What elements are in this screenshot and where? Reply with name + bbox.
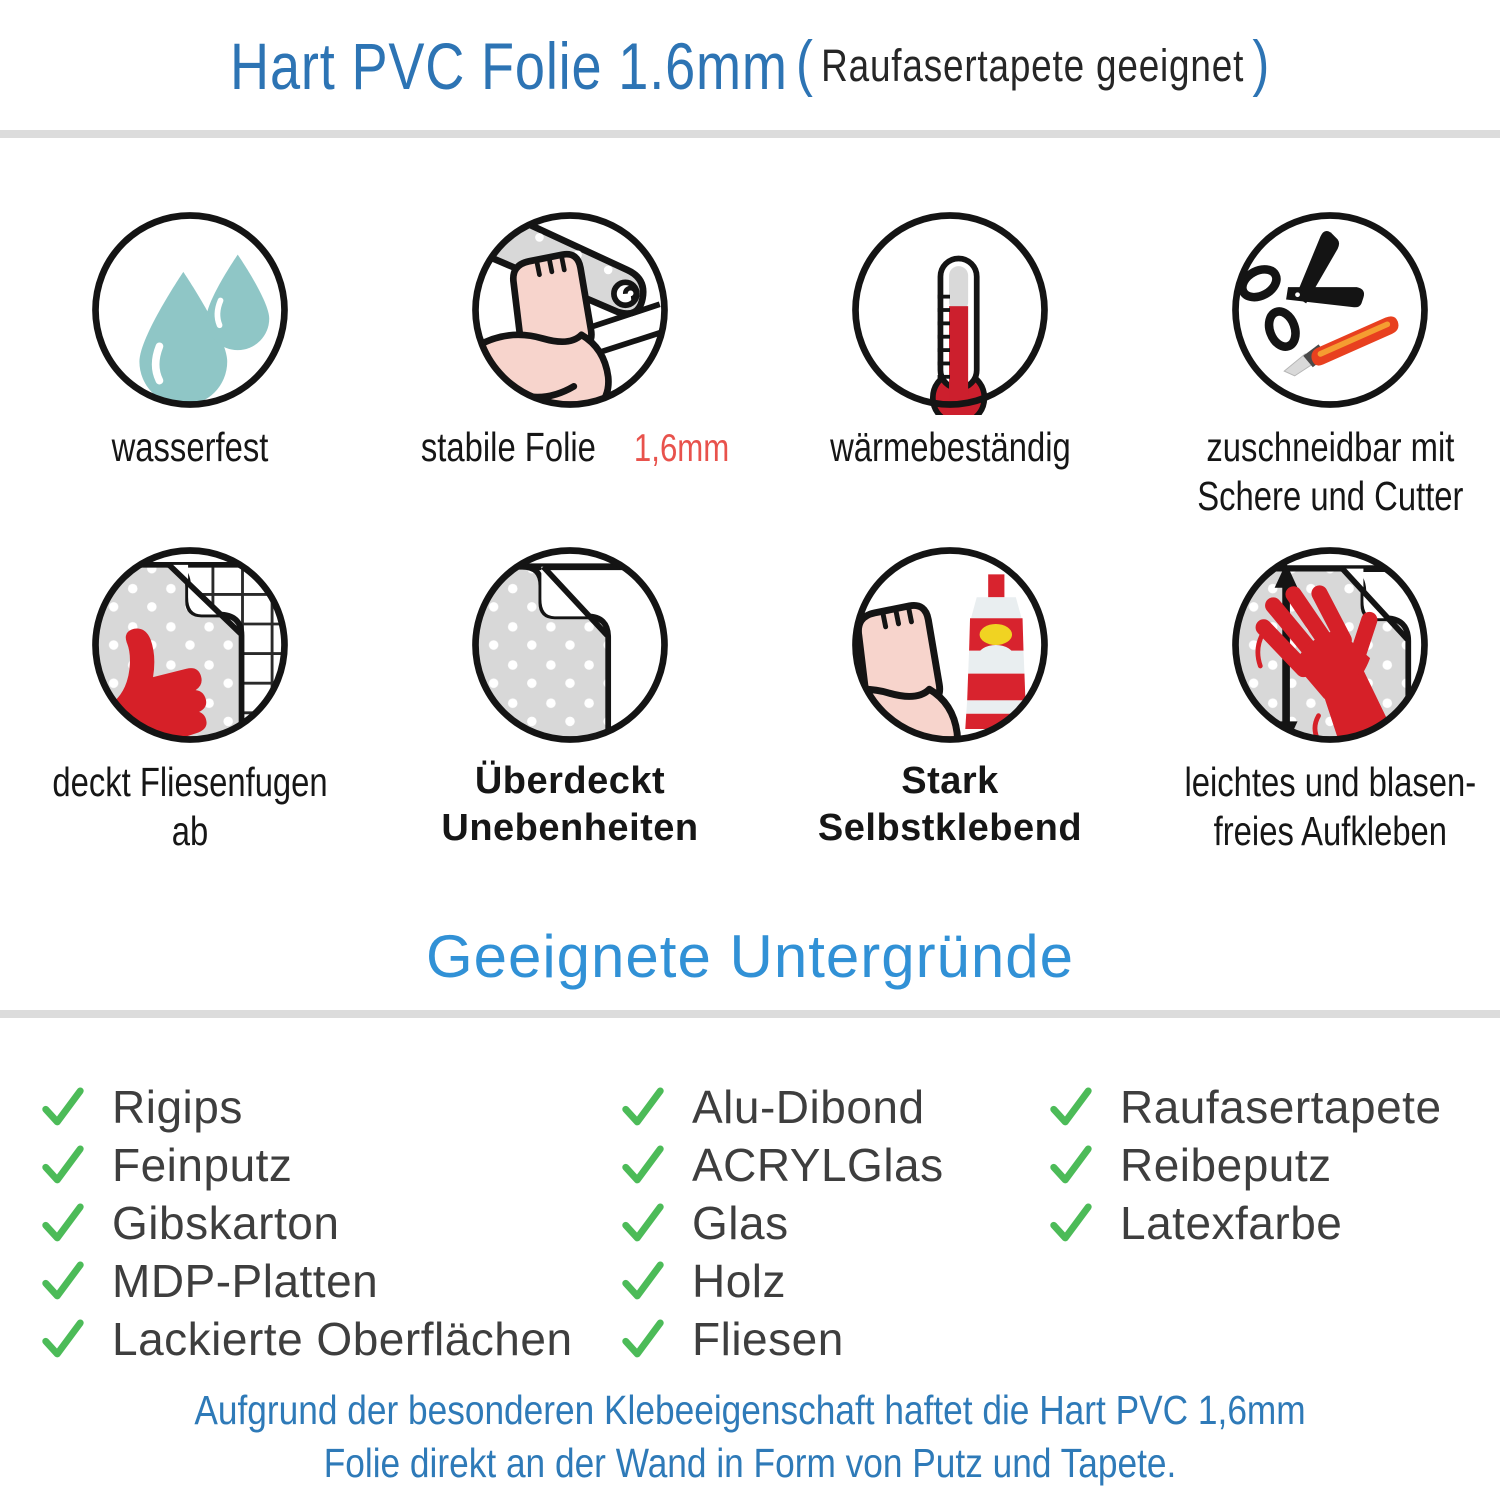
tile-joints-thumb-icon (85, 540, 295, 750)
feature-label-line1: zuschneidbar mit (1206, 424, 1454, 470)
check-icon (40, 1142, 86, 1188)
surface-label: MDP-Platten (112, 1255, 379, 1307)
thermometer-icon (845, 205, 1055, 415)
feature-label-line2: Schere und Cutter (1196, 473, 1464, 519)
check-icon (1048, 1200, 1094, 1246)
check-icon (620, 1316, 666, 1362)
surface-label: Fliesen (692, 1313, 844, 1365)
feature-label-line1: Überdeckt (474, 760, 666, 802)
surface-label: Latexfarbe (1120, 1197, 1343, 1249)
water-drops-icon (85, 205, 295, 415)
list-item (620, 1136, 944, 1194)
surface-label: Raufasertapete (1120, 1081, 1442, 1133)
surface-label: Reibeputz (1120, 1139, 1332, 1191)
feature-zuschneidbar (1140, 205, 1500, 521)
hand-smooth-foil-icon (1225, 540, 1435, 750)
check-icon (40, 1316, 86, 1362)
title-paren-open: ( (796, 28, 814, 98)
feature-selbstklebend (760, 540, 1140, 852)
arm-glue-tube-icon (845, 540, 1055, 750)
surface-column-1 (40, 1078, 573, 1368)
surface-label: Holz (692, 1255, 787, 1307)
surface-label: Glas (692, 1197, 789, 1249)
list-item (40, 1310, 573, 1368)
title-paren-close: ) (1252, 28, 1270, 98)
check-icon (1048, 1142, 1094, 1188)
surface-label: ACRYLGlas (692, 1139, 944, 1191)
dotted-foil-icon (465, 540, 675, 750)
check-icon (620, 1258, 666, 1304)
list-item (1048, 1078, 1442, 1136)
feature-label-line2: Selbstklebend (817, 807, 1083, 849)
surface-column-3 (1048, 1078, 1442, 1252)
check-icon (620, 1200, 666, 1246)
section-heading (0, 922, 1500, 991)
list-item (1048, 1194, 1442, 1252)
surface-label: Feinputz (112, 1139, 293, 1191)
check-icon (1048, 1084, 1094, 1130)
feature-unebenheiten (380, 540, 760, 852)
section-heading-text: Geeignete Untergründe (425, 923, 1075, 990)
feature-label: stabile Folie (420, 424, 596, 470)
feature-label-line2: Unebenheiten (441, 807, 699, 849)
list-item (620, 1078, 944, 1136)
list-item (620, 1252, 944, 1310)
surface-label: Gibskarton (112, 1197, 340, 1249)
list-item (1048, 1136, 1442, 1194)
list-item (620, 1310, 944, 1368)
list-item (40, 1136, 573, 1194)
list-item (40, 1252, 573, 1310)
feature-sublabel-thickness: 1,6mm (633, 427, 730, 470)
surface-label: Lackierte Oberflächen (112, 1313, 573, 1365)
footer-line2: Folie direkt an der Wand in Form von Putz und Tapete. (323, 1440, 1177, 1486)
feature-stabile-folie (380, 205, 760, 472)
scissors-cutter-icon (1225, 205, 1435, 415)
surface-column-2 (620, 1078, 944, 1368)
check-icon (40, 1258, 86, 1304)
surface-label: Alu-Dibond (692, 1081, 925, 1133)
divider-top (0, 130, 1500, 138)
feature-wasserfest (0, 205, 380, 472)
feature-waermebestaendig (760, 205, 1140, 472)
page-title (0, 28, 1500, 104)
strong-arm-foil-icon (465, 205, 675, 415)
feature-label: wasserfest (111, 424, 269, 470)
divider-middle (0, 1010, 1500, 1018)
title-subtext: Raufasertapete geeignet (821, 40, 1245, 91)
footer-line1: Aufgrund der besonderen Klebeeigenschaft haftet die Hart PVC 1,6mm (194, 1387, 1306, 1433)
feature-label: wärmebeständig (829, 424, 1071, 470)
feature-label-line1: Stark (901, 760, 999, 802)
surface-label: Rigips (112, 1081, 243, 1133)
feature-label-line1: leichtes und blasen- (1184, 759, 1476, 805)
list-item (40, 1194, 573, 1252)
footer-note (0, 1384, 1500, 1490)
feature-label: deckt Fliesenfugen ab (52, 759, 328, 854)
list-item (40, 1078, 573, 1136)
title-text: Hart PVC Folie 1.6mm (230, 29, 789, 103)
feature-aufkleben (1140, 540, 1500, 856)
list-item (620, 1194, 944, 1252)
check-icon (620, 1142, 666, 1188)
check-icon (620, 1084, 666, 1130)
feature-fliesenfugen (0, 540, 380, 856)
feature-label-line2: freies Aufkleben (1213, 808, 1447, 854)
check-icon (40, 1200, 86, 1246)
check-icon (40, 1084, 86, 1130)
